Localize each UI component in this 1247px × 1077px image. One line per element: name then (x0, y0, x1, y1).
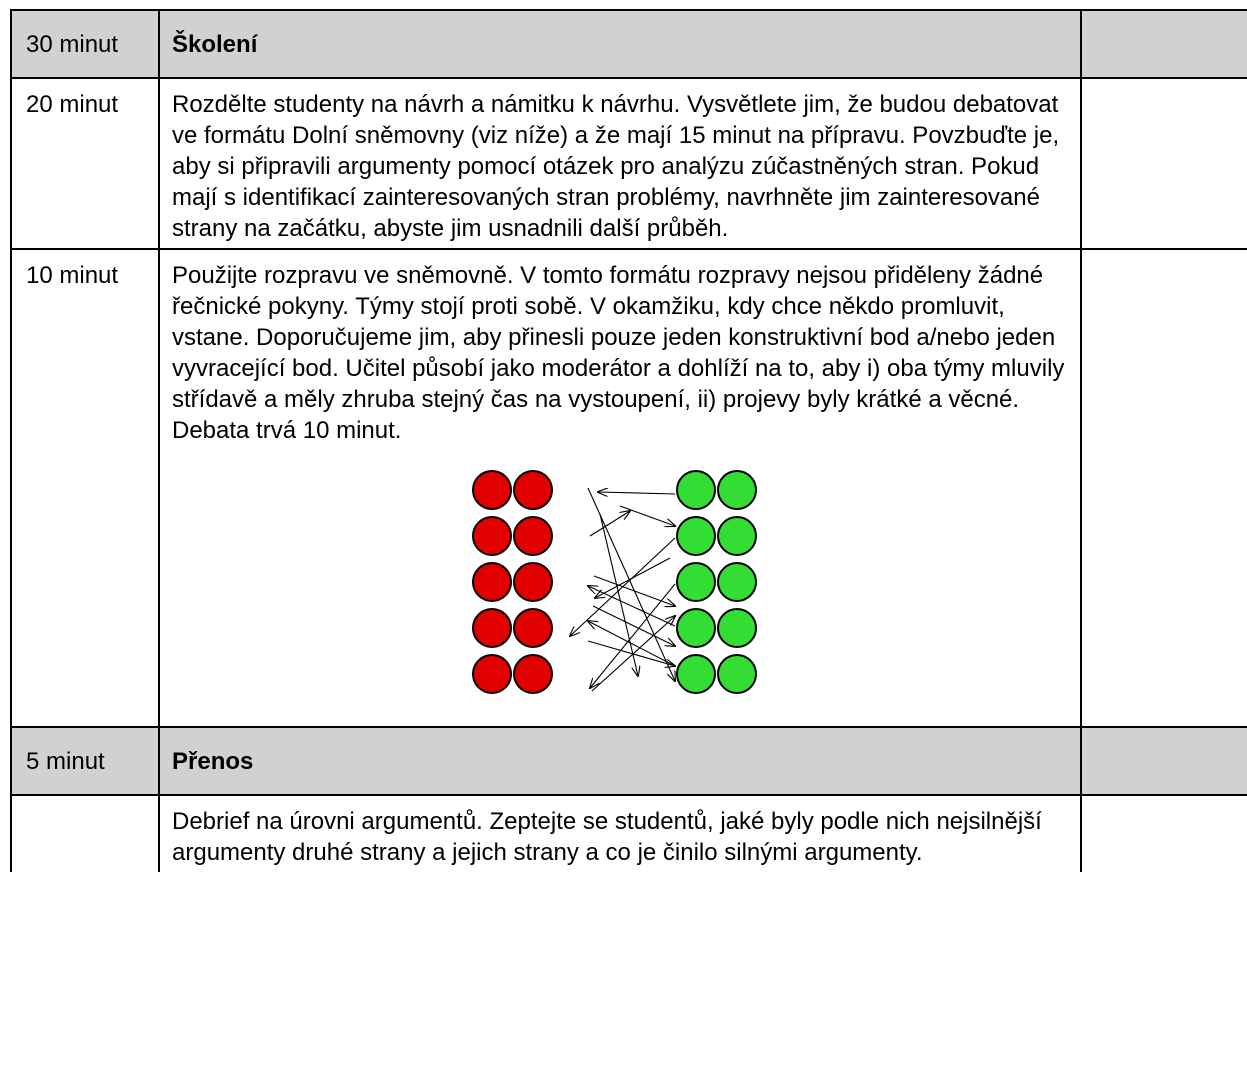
speech-arrow (594, 576, 675, 606)
team-b-debater (677, 655, 715, 693)
speech-arrow (590, 511, 630, 536)
instruction-cell (159, 249, 1081, 727)
team-b-debater (677, 471, 715, 509)
speech-arrow (570, 538, 675, 636)
speech-arrow (598, 492, 675, 494)
section-title: Přenos (159, 727, 1081, 795)
empty-cell (1081, 249, 1247, 727)
team-a-debater (514, 563, 552, 601)
speech-arrow (593, 606, 675, 646)
team-b-debater (718, 471, 756, 509)
speech-arrow (590, 584, 675, 688)
section-title: Školení (159, 10, 1081, 78)
empty-cell (1081, 727, 1247, 795)
team-a-debater (473, 563, 511, 601)
team-b-debater (718, 563, 756, 601)
team-b-debater (677, 517, 715, 555)
time-cell: 5 minut (11, 727, 159, 795)
team-a-debater (514, 655, 552, 693)
table-row (11, 78, 1247, 249)
team-a-debater (514, 517, 552, 555)
lesson-plan-table (10, 9, 1247, 872)
team-a-debater (473, 609, 511, 647)
team-a-debater (473, 471, 511, 509)
time-cell: 10 minut (11, 249, 159, 727)
team-a-debater (473, 655, 511, 693)
team-b-debater (677, 563, 715, 601)
team-b-debater (677, 609, 715, 647)
speech-arrow (588, 641, 675, 666)
time-cell: 30 minut (11, 10, 159, 78)
team-b-debater (718, 655, 756, 693)
team-a-debater (514, 471, 552, 509)
debate-diagram (172, 446, 1068, 722)
team-b-debater (718, 609, 756, 647)
table-row (11, 727, 1247, 795)
team-b-debater (718, 517, 756, 555)
time-cell: 20 minut (11, 78, 159, 249)
team-a-debater (514, 609, 552, 647)
speech-arrow (620, 506, 675, 526)
empty-cell (1081, 78, 1247, 249)
instruction-text: Použijte rozpravu ve sněmovně. V tomto formátu rozpravy nejsou přiděleny žádné řečnické pokyny. Týmy stojí proti sobě. V okamžiku, kdy chce někdo promluvit, vstane. Doporučujeme jim, aby přinesli pouze jeden konstruktivní bod a/nebo jeden vyvracející bod. Učitel působí jako moderátor a dohlíží na to, aby i) oba týmy mluvily střídavě a měly zhruba stejný čas na vystoupení, ii) projevy byly krátké a věcné. Debata trvá 10 minut. (172, 262, 1065, 444)
empty-cell (1081, 795, 1247, 872)
table-row (11, 10, 1247, 78)
table-row (11, 249, 1247, 727)
instruction-text: Rozdělte studenty na návrh a námitku k návrhu. Vysvětlete jim, že budou debatovat ve formátu Dolní sněmovny (viz níže) a že mají 15 minut na přípravu. Povzbuďte je, aby si připravili argumenty pomocí otázek pro analýzu zúčastněných stran. Pokud mají s identifikací zainteresovaných stran problémy, navrhněte jim zainteresované strany na začátku, abyste jim usnadnili další průběh. (159, 78, 1081, 249)
instruction-text: Debrief na úrovni argumentů. Zeptejte se studentů, jaké byly podle nich nejsilnější argumenty druhé strany a jejich strany a co je činilo silnými argumenty. (159, 795, 1081, 872)
table-row (11, 795, 1247, 872)
empty-cell (1081, 10, 1247, 78)
time-cell (11, 795, 159, 872)
speech-arrow (588, 586, 675, 626)
team-a-debater (473, 517, 511, 555)
debate-diagram-svg (470, 466, 770, 706)
